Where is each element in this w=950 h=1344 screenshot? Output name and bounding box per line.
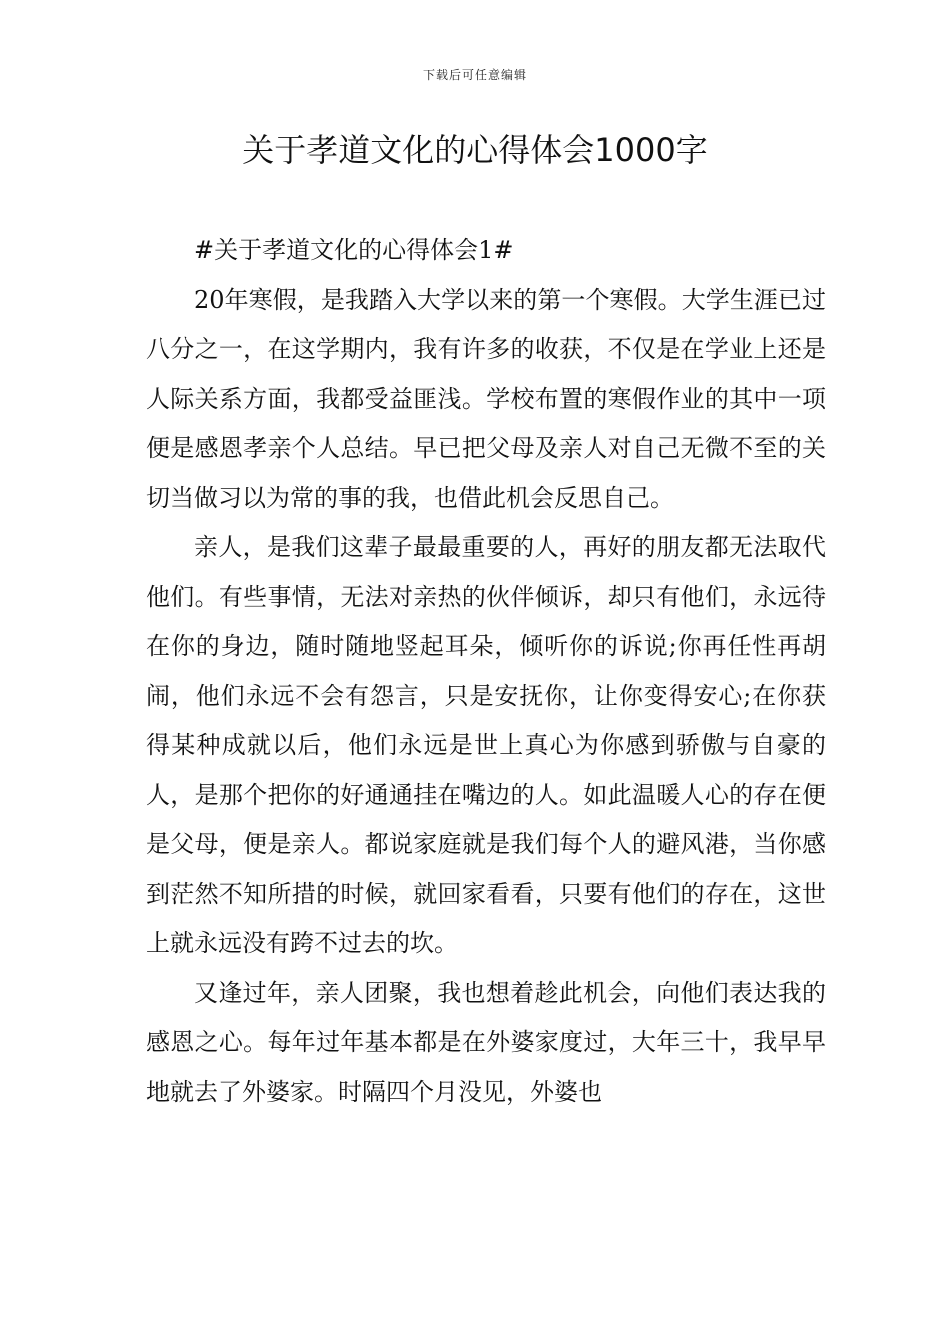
paragraph: 又逢过年，亲人团聚，我也想着趁此机会，向他们表达我的感恩之心。每年过年基本都是在外婆家度过，大年三十，我早早地就去了外婆家。时隔四个月没见，外婆也 (146, 978, 826, 1106)
section-heading: #关于孝道文化的心得体会1# (194, 236, 514, 264)
paragraph: 亲人，是我们这辈子最最重要的人，再好的朋友都无法取代他们。有些事情，无法对亲热的伙伴倾诉，却只有他们，永远待在你的身边，随时随地竖起耳朵，倾听你的诉说;你再任性再胡闹，他们永远不会有怨言，只是安抚你，让你变得安心;在你获得某种成就以后，他们永远是世上真心为你感到骄傲与自豪的人，是那个把你的好通通挂在嘴边的人。如此温暖人心的存在便是父母，便是亲人。都说家庭就是我们每个人的避风港，当你感到茫然不知所措的时候，就回家看看，只要有他们的存在，这世上就永远没有跨不过去的坎。 (146, 533, 826, 957)
document-body (146, 226, 826, 1117)
paragraph: 20年寒假，是我踏入大学以来的第一个寒假。大学生涯已过八分之一，在这学期内，我有许多的收获，不仅是在学业上还是人际关系方面，我都受益匪浅。学校布置的寒假作业的其中一项便是感恩孝亲个人总结。早已把父母及亲人对自己无微不至的关切当做习以为常的事的我，也借此机会反思自己。 (146, 285, 826, 512)
header-note: 下载后可任意编辑 (422, 68, 527, 82)
document-title: 关于孝道文化的心得体会1000字 (242, 131, 708, 169)
